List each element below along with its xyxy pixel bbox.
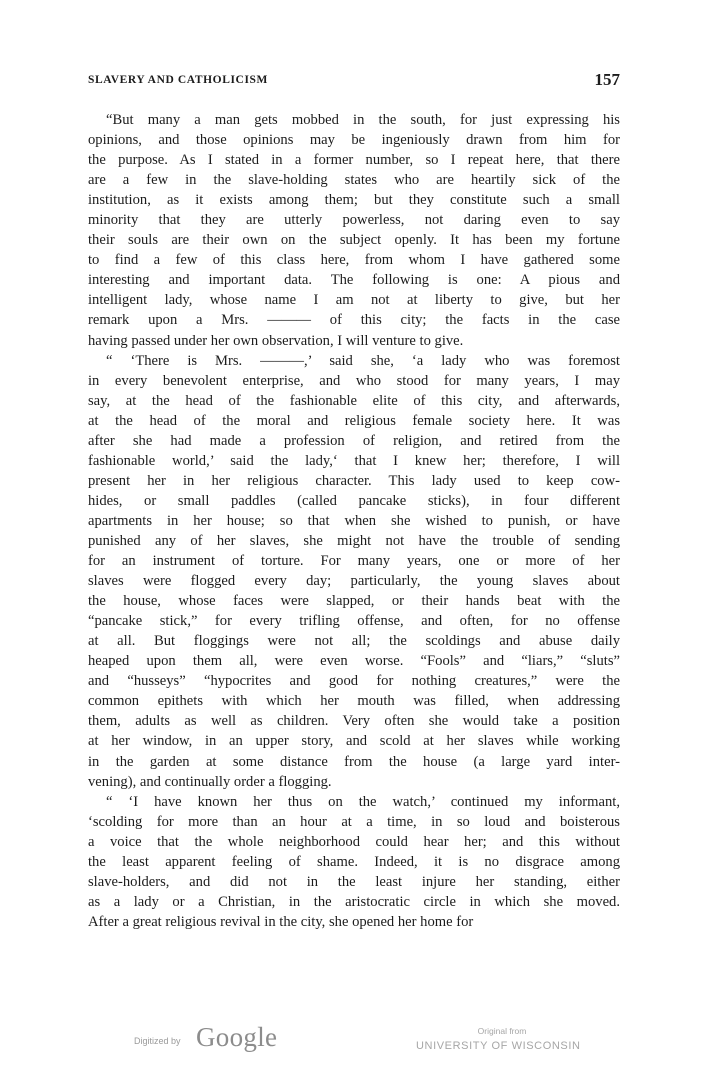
- scan-footer: [0, 1018, 711, 1058]
- text-line: after she had made a profession of religion, and retired from the: [88, 432, 620, 449]
- text-line: slaves were flogged every day; particularly, the young slaves about: [88, 573, 620, 590]
- text-line: them, adults as well as children. Very often she would take a position: [88, 713, 620, 730]
- text-line: the purpose. As I stated in a former number, so I repeat here, that there: [88, 152, 620, 169]
- text-line: fashionable world,’ said the lady,‘ that I knew her; therefore, I will: [88, 452, 620, 469]
- text-line: intelligent lady, whose name I am not at liberty to give, but her: [88, 292, 620, 309]
- text-line: at all. But floggings were not all; the scoldings and abuse daily: [88, 633, 620, 650]
- text-line: “ ‘I have known her thus on the watch,’ continued my informant,: [106, 793, 620, 810]
- text-line: at the head of the moral and religious female society here. It was: [88, 412, 620, 429]
- text-line: interesting and important data. The following is one: A pious and: [88, 272, 620, 289]
- text-line: vening), and continually order a flogging.: [88, 773, 332, 790]
- text-line: at her window, in an upper story, and scold at her slaves while working: [88, 733, 620, 750]
- text-line: their souls are their own on the subject openly. It has been my fortune: [88, 232, 620, 249]
- text-line: a voice that the whole neighborhood could hear her; and this without: [88, 833, 620, 850]
- body-text: [88, 110, 620, 932]
- paragraph: [88, 110, 620, 351]
- text-line: “pancake stick,” for every trifling offense, and often, for no offense: [88, 613, 620, 630]
- text-line: present her in her religious character. This lady used to keep cow-: [88, 472, 620, 489]
- paragraph: [88, 351, 620, 792]
- text-line: for an instrument of torture. For many years, one or more of her: [88, 553, 620, 570]
- text-line: hides, or small paddles (called pancake sticks), in four different: [88, 492, 620, 509]
- text-line: remark upon a Mrs. ——— of this city; the facts in the case: [88, 312, 620, 329]
- text-line: having passed under her own observation, I will venture to give.: [88, 332, 464, 349]
- digitized-by-label: Digitized by: [134, 1036, 181, 1046]
- text-line: apartments in her house; so that when she wished to punish, or have: [88, 512, 620, 529]
- text-line: in every benevolent enterprise, and who stood for many years, I may: [88, 372, 620, 389]
- original-from-label: Original from: [477, 1026, 527, 1036]
- text-line: are a few in the slave-holding states who are heartily sick of the: [88, 172, 620, 189]
- text-line: say, at the head of the fashionable elite of this city, and afterwards,: [88, 392, 620, 409]
- text-line: the house, whose faces were slapped, or their hands beat with the: [88, 593, 620, 610]
- running-head: [88, 70, 620, 92]
- page-number: 157: [594, 70, 620, 89]
- text-line: opinions, and those opinions may be ingeniously drawn from him for: [88, 132, 620, 149]
- text-line: punished any of her slaves, she might not have the trouble of sending: [88, 532, 620, 549]
- text-line: heaped upon them all, were even worse. “Fools” and “liars,” “sluts”: [88, 653, 620, 670]
- institution-label: UNIVERSITY OF WISCONSIN: [416, 1040, 581, 1052]
- text-line: slave-holders, and did not in the least injure her standing, either: [88, 873, 620, 890]
- text-line: to find a few of this class here, from whom I have gathered some: [88, 252, 620, 269]
- text-line: and “husseys” “hypocrites and good for nothing creatures,” were the: [88, 673, 620, 690]
- running-title: SLAVERY AND CATHOLICISM: [88, 74, 268, 86]
- text-line: minority that they are utterly powerless, not daring even to say: [88, 212, 620, 229]
- google-logo: Google: [196, 1022, 278, 1052]
- text-line: “ ‘There is Mrs. ———,’ said she, ‘a lady who was foremost: [106, 352, 620, 369]
- text-line: “But many a man gets mobbed in the south, for just expressing his: [106, 112, 620, 128]
- text-line: ‘scolding for more than an hour at a time, in so loud and boisterous: [88, 813, 620, 830]
- text-line: as a lady or a Christian, in the aristocratic circle in which she moved.: [88, 893, 620, 910]
- paragraph: [88, 792, 620, 932]
- text-line: the least apparent feeling of shame. Indeed, it is no disgrace among: [88, 853, 620, 870]
- text-line: in the garden at some distance from the house (a large yard inter-: [88, 753, 620, 770]
- text-line: common epithets with which her mouth was filled, when addressing: [88, 693, 620, 710]
- text-line: institution, as it exists among them; but they constitute such a small: [88, 192, 620, 209]
- text-line: After a great religious revival in the city, she opened her home for: [88, 913, 474, 930]
